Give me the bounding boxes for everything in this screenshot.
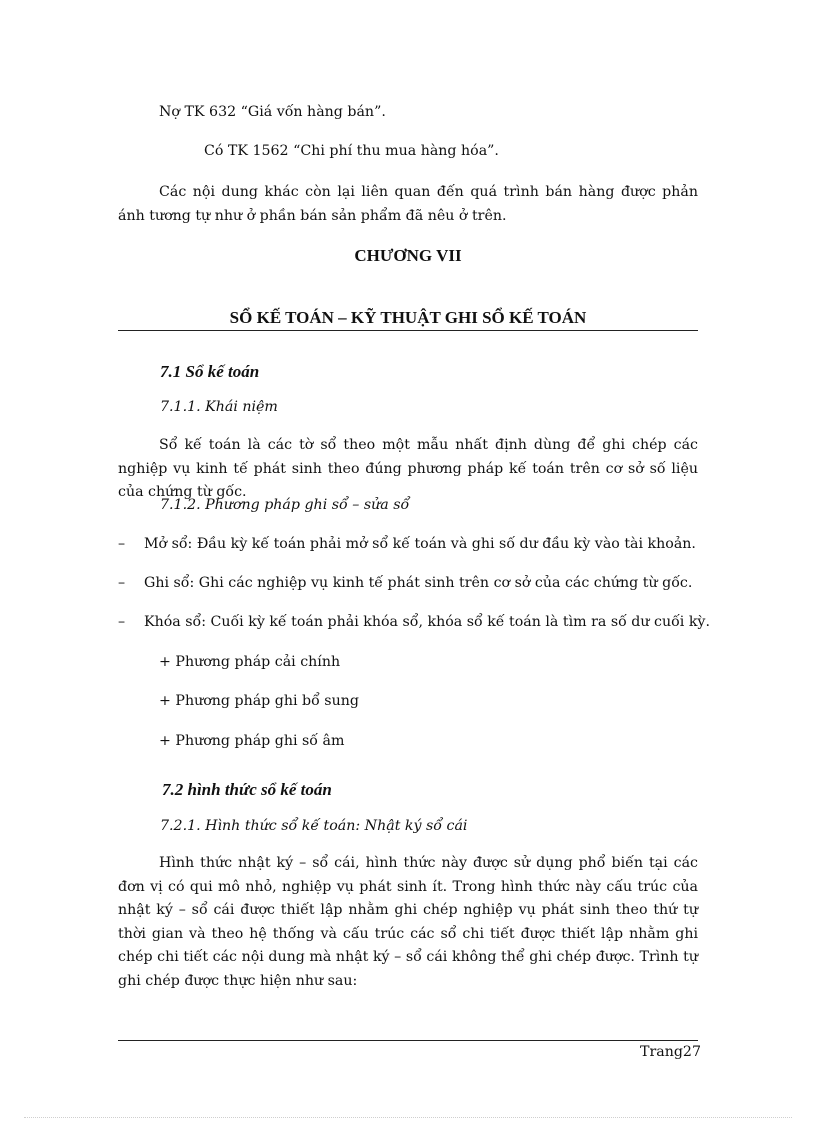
chapter-number: CHƯƠNG VII xyxy=(354,246,462,265)
subsection-7-2-1-heading: 7.2.1. Hình thức sổ kế toán: Nhật ký sổ cái xyxy=(160,818,468,834)
page-number: Trang27 xyxy=(640,1044,701,1060)
chapter-title-rule xyxy=(118,330,698,331)
bullet-record-book xyxy=(118,575,692,591)
chapter-title: SỔ KẾ TOÁN – KỸ THUẬT GHI SỔ KẾ TOÁN xyxy=(229,308,587,327)
intro-paragraph: Các nội dung khác còn lại liên quan đến quá trình bán hàng được phản ánh tương tự như ở phần bán sản phẩm đã nêu ở trên. xyxy=(118,184,698,224)
bullet-open-book xyxy=(118,536,696,552)
bullet-dash: – xyxy=(118,614,126,630)
section-7-2-heading: 7.2 hình thức sổ kế toán xyxy=(162,780,332,799)
bullet-close-book-text: Khóa sổ: Cuối kỳ kế toán phải khóa sổ, khóa sổ kế toán là tìm ra số dư cuối kỳ. xyxy=(144,614,710,630)
method-correction: + Phương pháp cải chính xyxy=(159,654,341,670)
bullet-dash: – xyxy=(118,536,126,552)
bullet-dash: – xyxy=(118,575,126,591)
intro-credit-line: Có TK 1562 “Chi phí thu mua hàng hóa”. xyxy=(204,143,499,159)
section-7-2-1-paragraph: Hình thức nhật ký – sổ cái, hình thức này được sử dụng phổ biến tại các đơn vị có qui mô nhỏ, nghiệp vụ phát sinh ít. Trong hình thức này cấu trúc của nhật ký – sổ cái được thiết lập nhằm ghi chép nghiệp vụ phát sinh theo thứ tự thời gian và theo hệ thống và cấu trúc các sổ chi tiết được thiết lập nhằm ghi chép chi tiết các nội dung mà nhật ký – sổ cái không thể ghi chép được. Trình tự ghi chép được thực hiện như sau: xyxy=(118,855,698,989)
subsection-7-1-1-heading: 7.1.1. Khái niệm xyxy=(160,399,278,415)
intro-debit-line: Nợ TK 632 “Giá vốn hàng bán”. xyxy=(159,104,386,120)
section-7-1-1-paragraph: Sổ kế toán là các tờ sổ theo một mẫu nhất định dùng để ghi chép các nghiệp vụ kinh tế phát sinh theo đúng phương pháp kế toán trên cơ sở số liệu của chứng từ gốc. xyxy=(118,437,698,500)
page-bottom-edge xyxy=(24,1117,792,1118)
bullet-close-book xyxy=(118,614,710,630)
subsection-7-1-2-heading: 7.1.2. Phương pháp ghi sổ – sửa sổ xyxy=(160,497,410,513)
method-negative: + Phương pháp ghi số âm xyxy=(159,733,345,749)
footer-rule xyxy=(118,1040,698,1041)
method-supplement: + Phương pháp ghi bổ sung xyxy=(159,693,359,709)
bullet-open-book-text: Mở sổ: Đầu kỳ kế toán phải mở sổ kế toán và ghi số dư đầu kỳ vào tài khoản. xyxy=(144,536,696,552)
bullet-record-book-text: Ghi sổ: Ghi các nghiệp vụ kinh tế phát sinh trên cơ sở của các chứng từ gốc. xyxy=(144,575,693,591)
section-7-1-heading: 7.1 Sổ kế toán xyxy=(160,362,260,381)
